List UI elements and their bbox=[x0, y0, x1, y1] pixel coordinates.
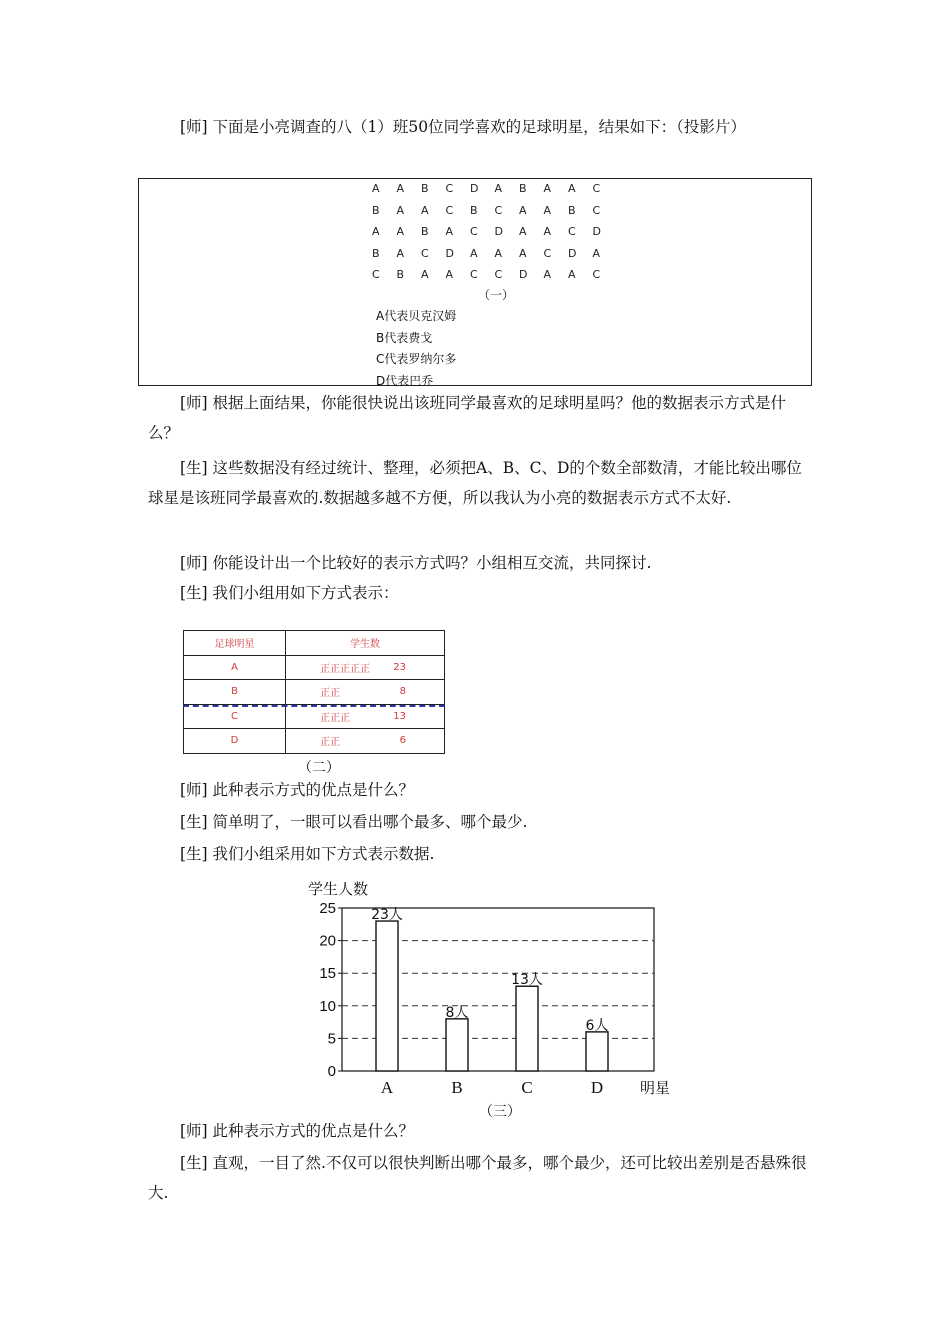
survey-cell: A bbox=[445, 268, 454, 281]
survey-cell: C bbox=[445, 182, 454, 195]
survey-cell: C bbox=[494, 203, 503, 217]
survey-row bbox=[372, 178, 617, 200]
count: 13 bbox=[393, 710, 406, 722]
figure-caption-3: （三） bbox=[479, 1104, 521, 1120]
y-tick-label: 25 bbox=[319, 900, 336, 917]
survey-cell: C bbox=[470, 268, 478, 281]
survey-cell: A bbox=[421, 268, 429, 281]
x-tick-label: A bbox=[380, 1078, 394, 1097]
star-cell: B bbox=[184, 680, 286, 705]
legend-item: B代表费戈 bbox=[376, 330, 433, 345]
survey-cell: A bbox=[543, 225, 552, 238]
survey-cell: A bbox=[592, 246, 601, 260]
survey-row bbox=[372, 200, 617, 222]
survey-cell: C bbox=[421, 246, 429, 260]
survey-cell: A bbox=[543, 203, 552, 217]
survey-cell: A bbox=[519, 225, 527, 238]
survey-cell: C bbox=[445, 203, 454, 217]
legend-item: C代表罗纳尔多 bbox=[376, 352, 457, 366]
paragraph-student-3: [生] 简单明了，一眼可以看出哪个最多、哪个最少. bbox=[180, 813, 528, 831]
y-tick-label: 10 bbox=[319, 997, 336, 1015]
survey-cell: D bbox=[494, 225, 503, 238]
survey-cell: A bbox=[372, 182, 380, 195]
survey-cell: C bbox=[568, 225, 576, 238]
data-label: 6人 bbox=[585, 1017, 609, 1034]
survey-grid bbox=[372, 178, 617, 286]
legend-item: D代表巴乔 bbox=[376, 373, 434, 388]
survey-cell: D bbox=[470, 182, 479, 195]
survey-cell: A bbox=[543, 268, 552, 281]
survey-cell: A bbox=[396, 182, 405, 195]
survey-cell: A bbox=[396, 246, 405, 260]
table-row bbox=[184, 729, 445, 754]
table-row bbox=[184, 680, 445, 705]
y-tick-label: 5 bbox=[327, 1030, 336, 1048]
tally-marks: 正正 bbox=[320, 688, 340, 700]
survey-cell: D bbox=[568, 246, 577, 260]
x-tick-label: C bbox=[521, 1078, 533, 1097]
survey-cell: C bbox=[592, 268, 601, 281]
survey-cell: A bbox=[568, 182, 576, 195]
dashed-line bbox=[183, 705, 445, 707]
survey-cell: A bbox=[568, 268, 576, 281]
count: 8 bbox=[399, 686, 406, 697]
survey-cell: C bbox=[592, 182, 601, 195]
paragraph-student-1: [生] 这些数据没有经过统计、整理，必须把A、B、C、D的个数全部数清，才能比较出哪位球星是该班同学最喜欢的.数据越多越不方便，所以我认为小亮的数据表示方式不太好. bbox=[148, 459, 802, 507]
survey-cell: B bbox=[396, 268, 405, 281]
bar-chart bbox=[300, 876, 700, 1124]
survey-cell: D bbox=[445, 246, 454, 260]
data-label: 23人 bbox=[371, 907, 403, 924]
survey-cell: A bbox=[519, 246, 527, 260]
tally-cell bbox=[286, 704, 445, 729]
table-header-row bbox=[184, 631, 445, 656]
survey-cell: C bbox=[494, 268, 503, 281]
count: 6 bbox=[399, 735, 406, 746]
star-cell: D bbox=[184, 729, 286, 754]
survey-cell: A bbox=[421, 203, 429, 217]
survey-cell: B bbox=[421, 225, 429, 238]
survey-cell: B bbox=[372, 203, 380, 217]
survey-legend bbox=[376, 306, 456, 392]
legend-item: A代表贝克汉姆 bbox=[376, 309, 457, 323]
tally-cell bbox=[286, 655, 445, 680]
tally-marks: 正正正 bbox=[320, 712, 350, 724]
y-tick-label: 0 bbox=[327, 1063, 336, 1080]
y-tick-label: 20 bbox=[319, 932, 336, 950]
header-cell: 学生数 bbox=[286, 631, 445, 656]
paragraph-teacher-4: [师] 此种表示方式的优点是什么？ bbox=[180, 781, 415, 799]
data-label: 13人 bbox=[511, 972, 543, 989]
survey-cell: A bbox=[396, 225, 405, 238]
tally-marks: 正正正正正 bbox=[320, 663, 370, 675]
x-tick-label: D bbox=[590, 1078, 604, 1097]
y-axis-label: 学生人数 bbox=[308, 880, 369, 898]
survey-row bbox=[372, 264, 617, 286]
survey-cell: A bbox=[494, 246, 503, 260]
tally-marks: 正正 bbox=[320, 737, 340, 749]
paragraph-teacher-5: [师] 此种表示方式的优点是什么？ bbox=[180, 1122, 415, 1140]
x-axis-label: 明星 bbox=[640, 1079, 671, 1097]
survey-cell: C bbox=[592, 203, 601, 217]
paragraph-teacher-3: [师] 你能设计出一个比较好的表示方式吗？小组相互交流，共同探讨. bbox=[180, 554, 652, 572]
table-row bbox=[184, 655, 445, 680]
table-row bbox=[184, 704, 445, 729]
survey-cell: C bbox=[372, 268, 380, 281]
count: 23 bbox=[393, 661, 406, 673]
bar bbox=[446, 1019, 468, 1071]
bar bbox=[516, 986, 538, 1071]
data-label: 8人 bbox=[445, 1004, 469, 1021]
survey-cell: B bbox=[372, 246, 380, 260]
survey-cell: C bbox=[470, 225, 478, 238]
survey-cell: A bbox=[543, 182, 552, 195]
survey-cell: B bbox=[568, 203, 576, 217]
figure-caption-1: （一） bbox=[478, 288, 515, 302]
survey-cell: B bbox=[421, 182, 429, 195]
bar bbox=[376, 921, 398, 1071]
survey-cell: D bbox=[592, 225, 601, 238]
x-tick-label: B bbox=[451, 1078, 463, 1097]
survey-cell: A bbox=[372, 225, 380, 238]
survey-row bbox=[372, 221, 617, 243]
survey-cell: A bbox=[396, 203, 405, 217]
paragraph-student-5: [生] 直观，一目了然.不仅可以很快判断出哪个最多，哪个最少，还可比较出差别是否悬殊很大. bbox=[148, 1154, 807, 1202]
bar bbox=[586, 1032, 608, 1071]
paragraph-teacher-2: [师] 根据上面结果，你能很快说出该班同学最喜欢的足球明星吗？他的数据表示方式是什么？ bbox=[148, 394, 787, 442]
survey-cell: C bbox=[543, 246, 552, 260]
star-cell: C bbox=[184, 704, 286, 729]
survey-cell: B bbox=[519, 182, 527, 195]
survey-cell: A bbox=[519, 203, 527, 217]
survey-cell: D bbox=[519, 268, 528, 281]
tally-cell bbox=[286, 680, 445, 705]
header-cell: 足球明星 bbox=[184, 631, 286, 656]
survey-cell: B bbox=[470, 203, 478, 217]
paragraph-student-2: [生] 我们小组用如下方式表示： bbox=[180, 584, 399, 602]
paragraph-teacher-1: [师] 下面是小亮调查的八（1）班50位同学喜欢的足球明星，结果如下：（投影片） bbox=[180, 118, 746, 136]
survey-cell: A bbox=[445, 225, 454, 238]
paragraph-student-4: [生] 我们小组采用如下方式表示数据. bbox=[180, 845, 435, 863]
tally-cell bbox=[286, 729, 445, 754]
y-tick-label: 15 bbox=[319, 965, 336, 983]
tally-table bbox=[183, 630, 445, 754]
star-cell: A bbox=[184, 655, 286, 680]
survey-row bbox=[372, 243, 617, 265]
survey-cell: A bbox=[494, 182, 503, 195]
figure-caption-2: （二） bbox=[298, 760, 340, 776]
survey-cell: A bbox=[470, 246, 478, 260]
